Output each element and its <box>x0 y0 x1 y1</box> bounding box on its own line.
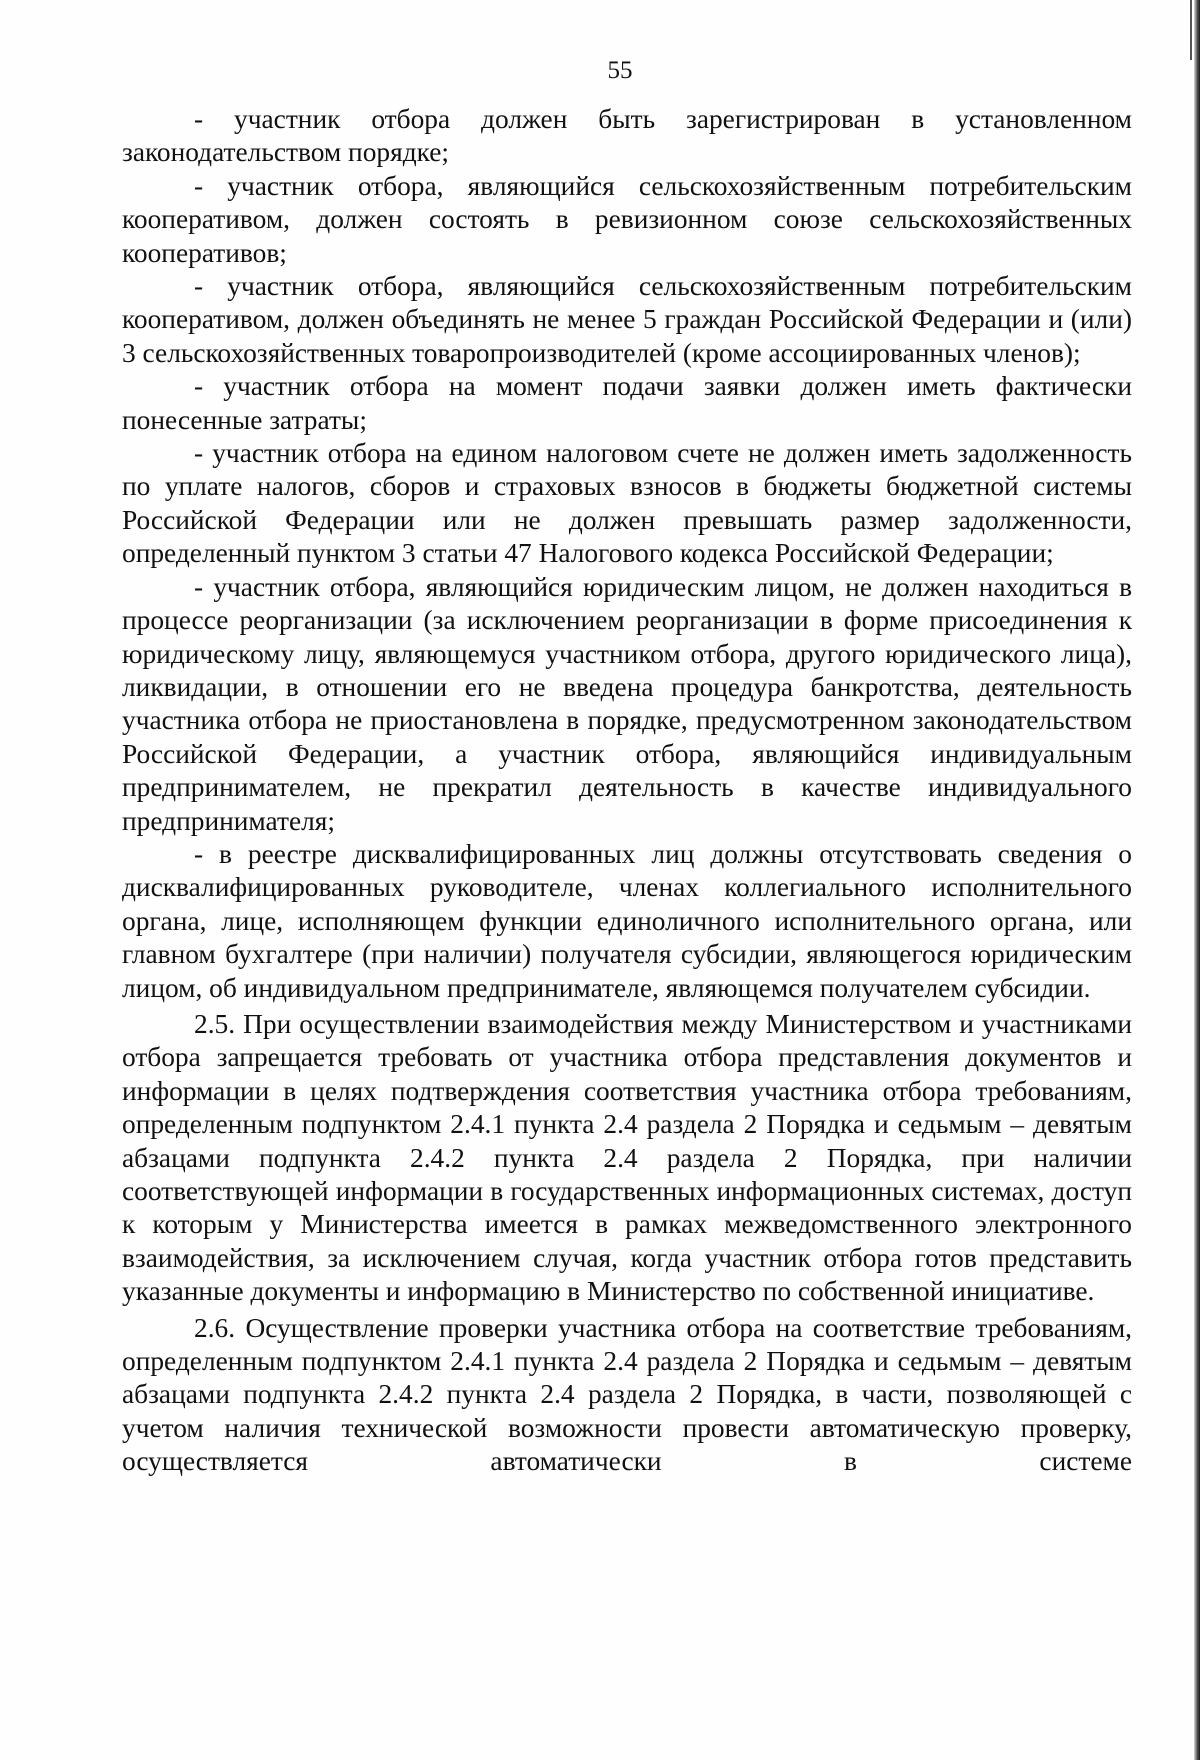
paragraph-section-2-5: 2.5. При осуществлении взаимодействия между Министерством и участниками отбора запрещается требовать от участника отбора представления документов и информации в целях подтверждения соответствия участника отбора требованиям, определенным подпунктом 2.4.1 пункта 2.4 раздела 2 Порядка и седьмым – девятым абзацами подпункта 2.4.2 пункта 2.4 раздела 2 Порядка, при наличии соответствующей информации в государственных информационных системах, доступ к которым у Министерства имеется в рамках межведомственного электронного взаимодействия, за исключением случая, когда участник отбора готов представить указанные документы и информацию в Министерство по собственной инициативе. <box>122 1008 1132 1307</box>
page-number: 55 <box>607 57 633 84</box>
paragraph-reorganization-requirement: - участник отбора, являющийся юридическим лицом, не должен находиться в процессе реорганизации (за исключением реорганизации в форме присоединения к юридическому лицу, являющемуся участником отбора, другого юридического лица), ликвидации, в отношении его не введена процедура банкротства, деятельность участника отбора не приостановлена в порядке, предусмотренном законодательством Российской Федерации, а участник отбора, являющийся индивидуальным предпринимателем, не прекратил деятельность в качестве индивидуального предпринимателя; <box>122 571 1132 836</box>
paragraph-revision-union-requirement: - участник отбора, являющийся сельскохозяйственным потребительским кооперативом, должен состоять в ревизионном союзе сельскохозяйственных кооперативов; <box>122 170 1132 268</box>
paragraph-registration-requirement: - участник отбора должен быть зарегистрирован в установленном законодательством порядке; <box>122 104 1132 168</box>
scan-page-edge <box>1194 0 1200 1760</box>
paragraph-cooperative-members-requirement: - участник отбора, являющийся сельскохозяйственным потребительским кооперативом, должен объединять не менее 5 граждан Российской Федерации и (или) 3 сельскохозяйственных товаропроизводителей (кроме ассоциированных членов); <box>122 271 1132 368</box>
paragraph-incurred-costs-requirement: - участник отбора на момент подачи заявки должен иметь фактически понесенные затраты; <box>122 371 1132 435</box>
document-body <box>122 103 1132 1479</box>
paragraph-tax-debt-requirement: - участник отбора на едином налоговом счете не должен иметь задолженность по уплате налогов, сборов и страховых взносов в бюджеты бюджетной системы Российской Федерации или не должен превышать размер задолженности, определенный пунктом 3 статьи 47 Налогового кодекса Российской Федерации; <box>122 438 1132 569</box>
paragraph-disqualified-persons-requirement: - в реестре дисквалифицированных лиц должны отсутствовать сведения о дисквалифицированных руководителе, членах коллегиального исполнительного органа, лице, исполняющем функции единоличного исполнительного органа, или главном бухгалтере (при наличии) получателя субсидии, являющегося юридическим лицом, об индивидуальном предпринимателе, являющемся получателем субсидии. <box>122 838 1132 1003</box>
scan-edge-mark <box>1190 0 1192 60</box>
paragraph-section-2-6: 2.6. Осуществление проверки участника отбора на соответствие требованиям, определенным подпунктом 2.4.1 пункта 2.4 раздела 2 Порядка и седьмым – девятым абзацами подпункта 2.4.2 пункта 2.4 раздела 2 Порядка, в части, позволяющей с учетом наличия технической возможности провести автоматическую проверку, осуществляется автоматически в системе <box>122 1312 1132 1477</box>
